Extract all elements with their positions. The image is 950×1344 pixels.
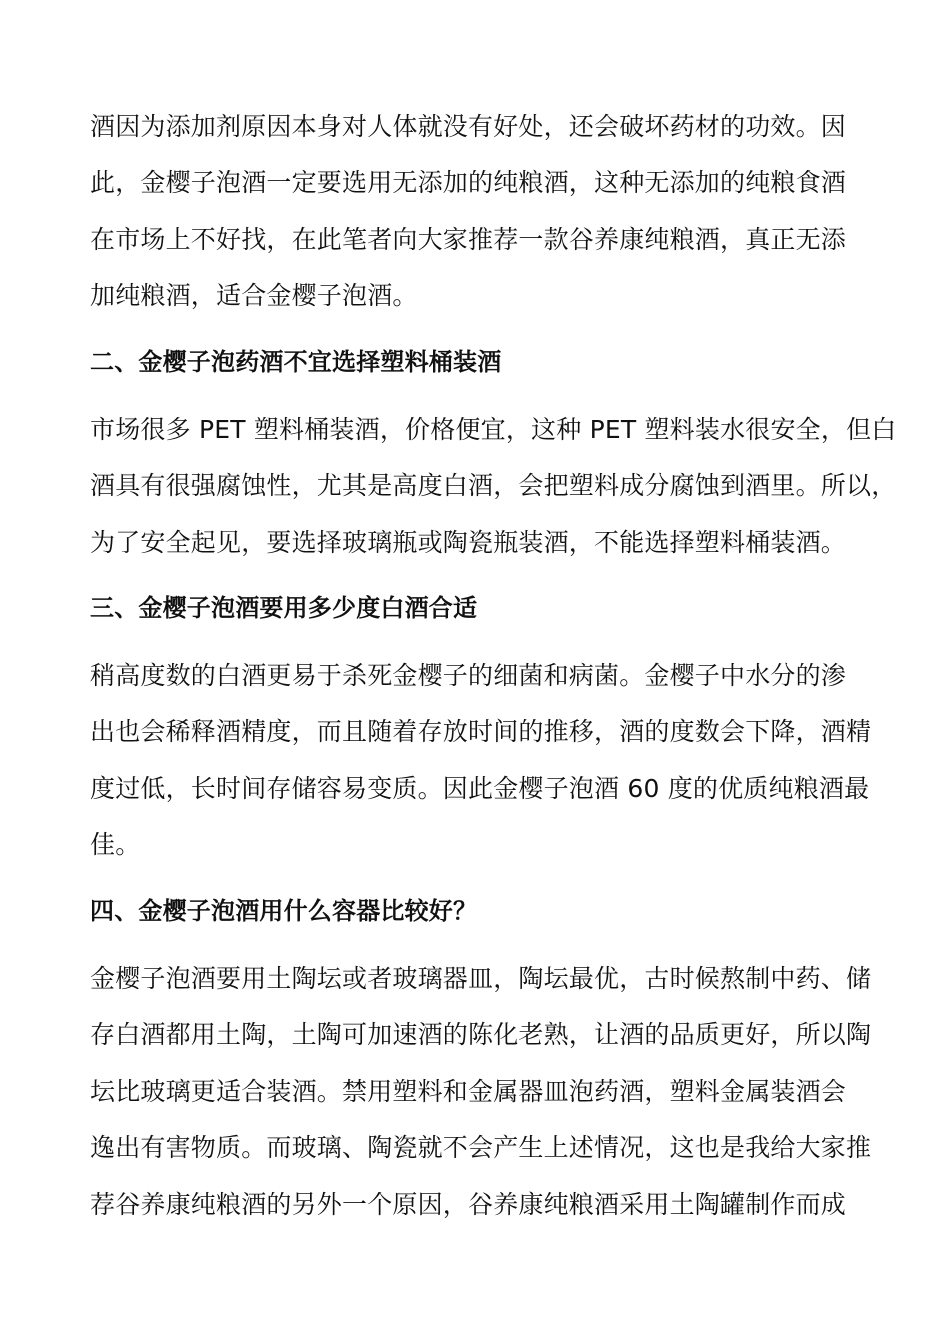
paragraph-line: 酒具有很强腐蚀性，尤其是高度白酒，会把塑料成分腐蚀到酒里。所以， <box>90 471 897 500</box>
paragraph-line: 加纯粮酒，适合金樱子泡酒。 <box>90 281 418 310</box>
paragraph-line: 酒因为添加剂原因本身对人体就没有好处，还会破坏药材的功效。因 <box>90 112 847 141</box>
paragraph-line: 佳。 <box>90 830 141 859</box>
paragraph-line: 在市场上不好找，在此笔者向大家推荐一款谷养康纯粮酒，真正无添 <box>90 225 847 254</box>
paragraph-line: 市场很多 PET 塑料桶装酒，价格便宜，这种 PET 塑料装水很安全，但白 <box>90 415 897 444</box>
section-heading: 二、金樱子泡药酒不宜选择塑料桶装酒 <box>90 348 502 376</box>
paragraph-line: 坛比玻璃更适合装酒。禁用塑料和金属器皿泡药酒，塑料金属装酒会 <box>90 1077 847 1106</box>
section-heading: 四、金樱子泡酒用什么容器比较好？ <box>90 897 478 925</box>
paragraph-line: 逸出有害物质。而玻璃、陶瓷就不会产生上述情况，这也是我给大家推 <box>90 1133 872 1162</box>
section-heading: 三、金樱子泡酒要用多少度白酒合适 <box>90 594 478 622</box>
paragraph-line: 此，金樱子泡酒一定要选用无添加的纯粮酒，这种无添加的纯粮食酒 <box>90 168 847 197</box>
paragraph-line: 为了安全起见，要选择玻璃瓶或陶瓷瓶装酒，不能选择塑料桶装酒。 <box>90 528 847 557</box>
paragraph-line: 出也会稀释酒精度，而且随着存放时间的推移，酒的度数会下降，酒精 <box>90 717 872 746</box>
paragraph-line: 存白酒都用土陶，土陶可加速酒的陈化老熟，让酒的品质更好，所以陶 <box>90 1020 872 1049</box>
paragraph-line: 金樱子泡酒要用土陶坛或者玻璃器皿，陶坛最优，古时候熬制中药、储 <box>90 964 872 993</box>
paragraph-line: 稍高度数的白酒更易于杀死金樱子的细菌和病菌。金樱子中水分的渗 <box>90 661 847 690</box>
paragraph-line: 荐谷养康纯粮酒的另外一个原因，谷养康纯粮酒采用土陶罐制作而成 <box>90 1190 847 1219</box>
paragraph-line: 度过低，长时间存储容易变质。因此金樱子泡酒 60 度的优质纯粮酒最 <box>90 774 870 803</box>
